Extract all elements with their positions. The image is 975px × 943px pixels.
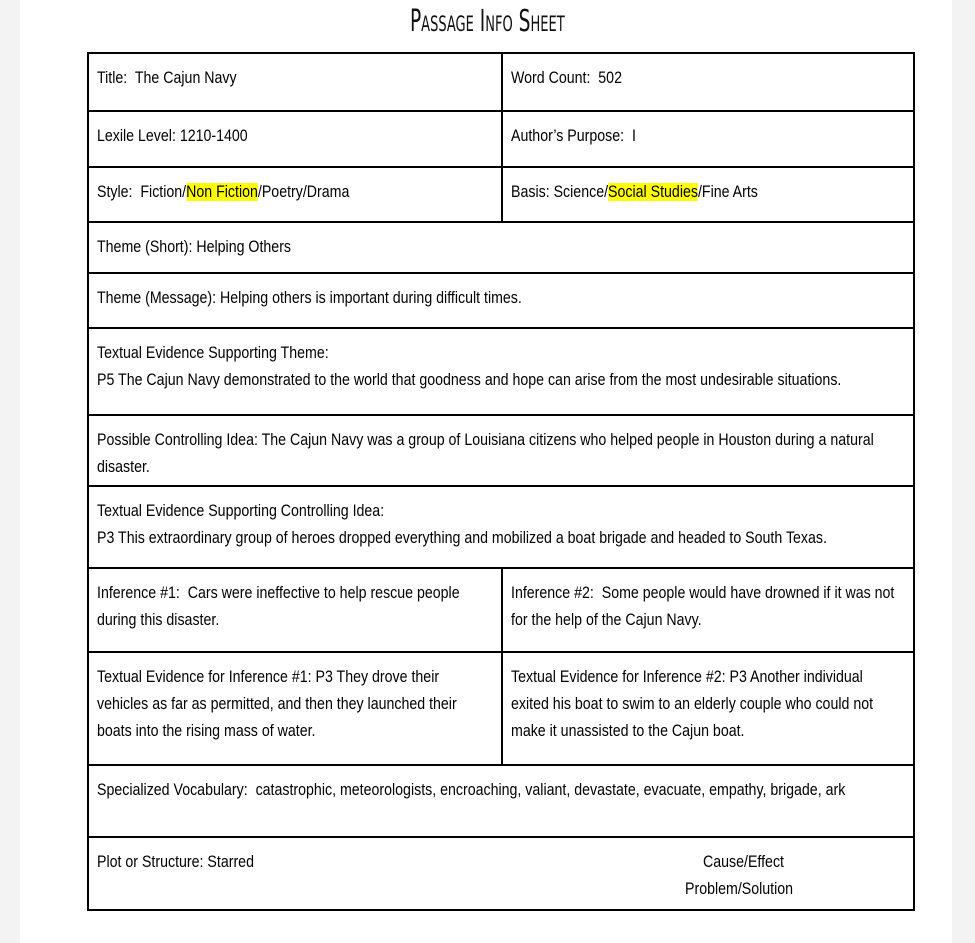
plot-label: Plot or Structure: — [97, 853, 204, 871]
evidence-controlling-cell — [88, 486, 914, 568]
evidence-inf2-label: Textual Evidence for Inference #2: — [511, 668, 726, 686]
purpose-cell — [502, 111, 914, 167]
evidence-theme-cell — [88, 328, 914, 415]
table-row — [88, 765, 914, 837]
inference2-value: Some people would have drowned if it was not for the help of the Cajun Navy. — [511, 584, 895, 629]
evidence-inf1-value: P3 They drove their vehicles as far as permitted, and then they launched their boats into the rising mass of water. — [97, 668, 457, 740]
vocab-cell — [88, 765, 914, 837]
word-count-cell — [502, 53, 914, 111]
lexile-cell — [88, 111, 502, 167]
evidence-theme-value: P5 The Cajun Navy demonstrated to the world that goodness and hope can arise from the most undesirable situations. — [97, 371, 842, 389]
table-row — [88, 328, 914, 415]
lexile-label: Lexile Level: — [97, 127, 176, 145]
basis-option-science: Science/ — [553, 183, 609, 201]
plot-option-problem-solution: Problem/Solution — [685, 880, 794, 898]
style-label: Style: — [97, 183, 133, 201]
passage-info-table — [87, 52, 915, 911]
plot-value: Starred — [207, 853, 254, 871]
theme-message-label: Theme (Message): — [97, 289, 217, 307]
theme-short-cell — [88, 222, 914, 273]
table-row — [88, 568, 914, 652]
evidence-theme-label: Textual Evidence Supporting Theme: — [97, 344, 329, 362]
theme-short-label: Theme (Short): — [97, 238, 193, 256]
theme-short-value: Helping Others — [196, 238, 292, 256]
theme-message-value: Helping others is important during difficult times. — [220, 289, 522, 307]
theme-message-cell — [88, 273, 914, 328]
inference2-cell — [502, 568, 914, 652]
style-option-non-fiction: Non Fiction — [186, 183, 258, 201]
evidence-inf2-cell — [502, 652, 914, 765]
controlling-idea-cell — [88, 415, 914, 486]
table-row — [88, 273, 914, 328]
table-row — [88, 415, 914, 486]
table-row — [88, 652, 914, 765]
controlling-idea-label: Possible Controlling Idea: — [97, 431, 258, 449]
word-count-label: Word Count: — [511, 69, 591, 87]
table-row — [88, 53, 914, 111]
evidence-inf1-cell — [88, 652, 502, 765]
style-option-fiction: Fiction/ — [140, 183, 187, 201]
evidence-controlling-label: Textual Evidence Supporting Controlling Idea: — [97, 502, 385, 520]
title-cell — [88, 53, 502, 111]
vocab-value: catastrophic, meteorologists, encroaching, valiant, devastate, evacuate, empathy, brigade, ark — [255, 781, 846, 799]
purpose-label: Author’s Purpose: — [511, 127, 625, 145]
basis-label: Basis: — [511, 183, 550, 201]
table-row — [88, 222, 914, 273]
plot-option-cause-effect: Cause/Effect — [703, 853, 784, 871]
word-count-value: 502 — [598, 69, 622, 87]
inference2-label: Inference #2: — [511, 584, 594, 602]
inference1-value: Cars were ineffective to help rescue people during this disaster. — [97, 584, 460, 629]
basis-option-fine-arts: /Fine Arts — [697, 183, 758, 201]
table-row — [88, 486, 914, 568]
controlling-idea-value: The Cajun Navy was a group of Louisiana citizens who helped people in Houston during a natural disaster. — [97, 431, 874, 476]
plot-cell — [88, 837, 914, 910]
table-row — [88, 167, 914, 222]
title-label: Title: — [97, 69, 128, 87]
table-row — [88, 111, 914, 167]
table-row — [88, 837, 914, 910]
purpose-value: I — [631, 127, 636, 145]
evidence-inf2-value: P3 Another individual exited his boat to swim to an elderly couple who could not make it unassisted to the Cajun boat. — [511, 668, 874, 740]
style-cell — [88, 167, 502, 222]
style-option-poetry-drama: /Poetry/Drama — [257, 183, 350, 201]
evidence-controlling-value: P3 This extraordinary group of heroes dropped everything and mobilized a boat brigade and headed to South Texas. — [97, 529, 827, 547]
basis-option-social-studies: Social Studies — [608, 183, 698, 201]
title-value: The Cajun Navy — [134, 69, 237, 87]
vocab-label: Specialized Vocabulary: — [97, 781, 248, 799]
page-title: Passage Info Sheet — [409, 4, 565, 39]
lexile-value: 1210-1400 — [179, 127, 248, 145]
inference1-cell — [88, 568, 502, 652]
basis-cell — [502, 167, 914, 222]
evidence-inf1-label: Textual Evidence for Inference #1: — [97, 668, 312, 686]
inference1-label: Inference #1: — [97, 584, 180, 602]
